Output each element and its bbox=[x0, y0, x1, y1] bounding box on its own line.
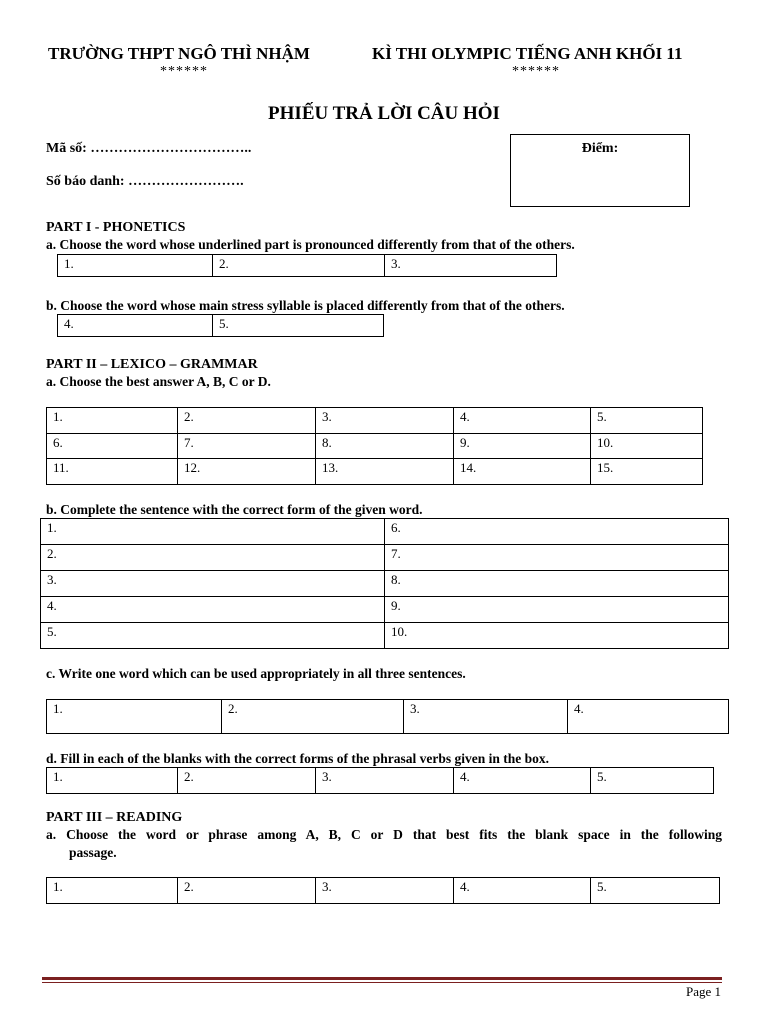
answer-cell: 5. bbox=[591, 878, 720, 904]
answer-cell: 11. bbox=[47, 459, 178, 485]
answer-cell: 14. bbox=[454, 459, 591, 485]
table-row bbox=[58, 255, 557, 277]
exam-name: KÌ THI OLYMPIC TIẾNG ANH KHỐI 11 bbox=[372, 44, 683, 63]
answer-cell: 3. bbox=[316, 768, 454, 794]
part1-b-table bbox=[57, 314, 384, 337]
answer-cell: 5. bbox=[213, 315, 384, 337]
answer-cell: 13. bbox=[316, 459, 454, 485]
table-row bbox=[47, 700, 729, 734]
answer-cell: 2. bbox=[222, 700, 404, 734]
table-row bbox=[47, 878, 720, 904]
page-title: PHIẾU TRẢ LỜI CÂU HỎI bbox=[268, 103, 500, 124]
table-row bbox=[47, 434, 703, 459]
part3-a-table bbox=[46, 877, 720, 904]
table-row bbox=[41, 623, 729, 649]
answer-cell: 1. bbox=[41, 519, 385, 545]
table-row bbox=[47, 408, 703, 434]
part1-a-table bbox=[57, 254, 557, 277]
answer-cell: 6. bbox=[385, 519, 729, 545]
answer-cell: 5. bbox=[41, 623, 385, 649]
answer-cell: 4. bbox=[454, 408, 591, 434]
page-number: Page 1 bbox=[685, 984, 721, 999]
answer-cell: 15. bbox=[591, 459, 703, 485]
so-bao-danh-field: Số báo danh: ……………………. bbox=[46, 174, 244, 189]
answer-cell: 1. bbox=[47, 878, 178, 904]
table-row bbox=[47, 459, 703, 485]
answer-cell: 1. bbox=[47, 408, 178, 434]
answer-cell: 8. bbox=[385, 571, 729, 597]
table-row bbox=[41, 545, 729, 571]
score-label: Điểm: bbox=[581, 141, 619, 156]
answer-cell: 10. bbox=[385, 623, 729, 649]
part2-heading: PART II – LEXICO – GRAMMAR bbox=[46, 357, 258, 372]
answer-cell: 3. bbox=[404, 700, 568, 734]
table-row bbox=[41, 597, 729, 623]
table-row bbox=[47, 768, 714, 794]
part2-d-table bbox=[46, 767, 714, 794]
part3-a-instruction: a. Choose the word or phrase among A, B, C or D that best fits the blank space in the following bbox=[46, 827, 722, 842]
part2-a-table bbox=[46, 407, 703, 485]
part2-c-instruction: c. Write one word which can be used appropriately in all three sentences. bbox=[46, 666, 466, 681]
answer-cell: 6. bbox=[47, 434, 178, 459]
school-stars: ****** bbox=[160, 64, 208, 79]
answer-cell: 5. bbox=[591, 768, 714, 794]
answer-cell: 10. bbox=[591, 434, 703, 459]
score-box bbox=[510, 134, 690, 207]
part3-a-instruction-cont: passage. bbox=[69, 845, 117, 860]
answer-cell: 2. bbox=[41, 545, 385, 571]
table-row bbox=[41, 571, 729, 597]
answer-cell: 3. bbox=[316, 408, 454, 434]
answer-cell: 4. bbox=[41, 597, 385, 623]
answer-cell: 12. bbox=[178, 459, 316, 485]
ma-so-field: Mã số: …………………………….. bbox=[46, 141, 252, 156]
answer-cell: 4. bbox=[454, 878, 591, 904]
exam-stars: ****** bbox=[512, 64, 560, 79]
footer-rule bbox=[42, 977, 722, 980]
school-name: TRƯỜNG THPT NGÔ THÌ NHẬM bbox=[48, 44, 310, 63]
answer-cell: 8. bbox=[316, 434, 454, 459]
answer-cell: 5. bbox=[591, 408, 703, 434]
answer-cell: 7. bbox=[385, 545, 729, 571]
answer-cell: 9. bbox=[454, 434, 591, 459]
answer-cell: 2. bbox=[178, 878, 316, 904]
part2-d-instruction: d. Fill in each of the blanks with the correct forms of the phrasal verbs given in the box. bbox=[46, 751, 549, 766]
part2-b-table bbox=[40, 518, 729, 649]
answer-cell: 3. bbox=[385, 255, 557, 277]
answer-cell: 4. bbox=[568, 700, 729, 734]
answer-cell: 2. bbox=[213, 255, 385, 277]
part3-heading: PART III – READING bbox=[46, 810, 183, 825]
answer-cell: 1. bbox=[58, 255, 213, 277]
answer-cell: 1. bbox=[47, 700, 222, 734]
part1-heading: PART I - PHONETICS bbox=[46, 220, 186, 235]
part2-a-instruction: a. Choose the best answer A, B, C or D. bbox=[46, 374, 271, 389]
answer-cell: 4. bbox=[58, 315, 213, 337]
answer-cell: 2. bbox=[178, 768, 316, 794]
footer-rule-thin bbox=[42, 982, 722, 983]
answer-cell: 9. bbox=[385, 597, 729, 623]
table-row bbox=[58, 315, 384, 337]
answer-cell: 2. bbox=[178, 408, 316, 434]
part1-b-instruction: b. Choose the word whose main stress syllable is placed differently from that of the others. bbox=[46, 298, 565, 313]
answer-cell: 3. bbox=[316, 878, 454, 904]
answer-cell: 7. bbox=[178, 434, 316, 459]
answer-cell: 1. bbox=[47, 768, 178, 794]
table-row bbox=[41, 519, 729, 545]
answer-cell: 4. bbox=[454, 768, 591, 794]
part2-c-table bbox=[46, 699, 729, 734]
part1-a-instruction: a. Choose the word whose underlined part is pronounced differently from that of the others. bbox=[46, 237, 575, 252]
part2-b-instruction: b. Complete the sentence with the correct form of the given word. bbox=[46, 502, 423, 517]
answer-cell: 3. bbox=[41, 571, 385, 597]
